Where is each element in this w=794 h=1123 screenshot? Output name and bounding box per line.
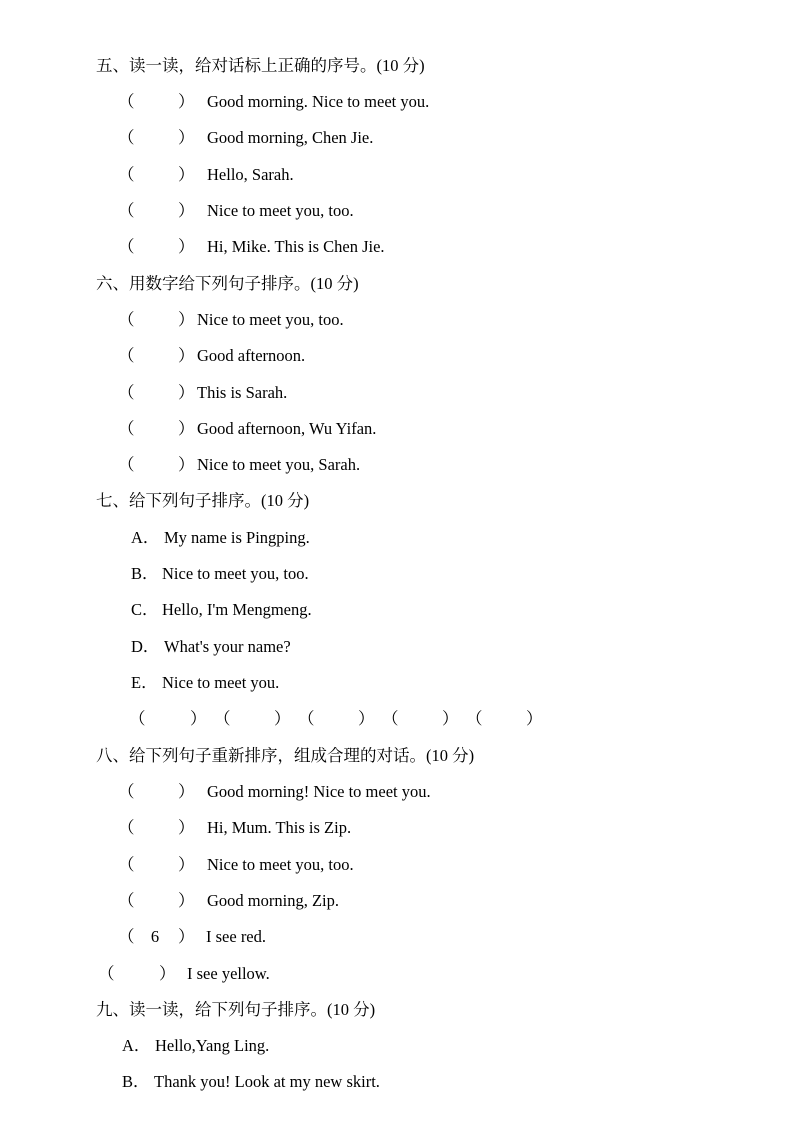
bracket-close: ）: [178, 818, 195, 837]
answer-blank-2-close: ）: [274, 709, 291, 728]
section-5-heading: 五、读一读，给对话标上正确的序号。(10 分): [96, 56, 425, 75]
bracket-open: （: [118, 782, 135, 801]
option-letter: B．: [122, 1072, 150, 1091]
bracket-close: ）: [178, 855, 195, 874]
bracket-close: ）: [178, 383, 195, 402]
option-letter: E．: [131, 673, 158, 692]
filled-answer: 6: [150, 927, 160, 946]
option-letter: A．: [131, 528, 160, 547]
bracket-open: （: [118, 346, 135, 365]
sentence-text: Good afternoon, Wu Yifan.: [197, 419, 377, 438]
sentence-text: I see red.: [206, 927, 267, 946]
sentence-text: Nice to meet you.: [162, 673, 280, 692]
sentence-text: Hello, Sarah.: [207, 165, 294, 184]
answer-blank-4-open: （: [382, 709, 399, 728]
bracket-close: ）: [178, 346, 195, 365]
section-7-heading: 七、给下列句子排序。(10 分): [96, 491, 310, 510]
answer-blank-4-close: ）: [442, 709, 459, 728]
answer-blank-3-close: ）: [358, 709, 375, 728]
bracket-close: ）: [178, 92, 195, 111]
answer-blank-1-close: ）: [190, 709, 207, 728]
bracket-close: ）: [178, 782, 195, 801]
sentence-text: This is Sarah.: [197, 383, 288, 402]
sentence-text: Good morning! Nice to meet you.: [207, 782, 431, 801]
option-letter: A．: [122, 1036, 151, 1055]
bracket-close: ）: [178, 419, 195, 438]
sentence-text: Good morning. Nice to meet you.: [207, 92, 430, 111]
section-9-heading: 九、读一读，给下列句子排序。(10 分): [96, 1000, 376, 1019]
answer-blank-1-open: （: [129, 709, 146, 728]
bracket-close: ）: [178, 237, 195, 256]
bracket-open: （: [118, 855, 135, 874]
section-6-heading: 六、用数字给下列句子排序。(10 分): [96, 274, 359, 293]
bracket-open: （: [118, 927, 135, 946]
bracket-close: ）: [178, 455, 195, 474]
option-letter: C．: [131, 600, 159, 619]
bracket-open: （: [118, 818, 135, 837]
sentence-text: Nice to meet you, too.: [162, 564, 309, 583]
bracket-close: ）: [178, 891, 195, 910]
answer-blank-2-open: （: [214, 709, 231, 728]
sentence-text: Hi, Mike. This is Chen Jie.: [207, 237, 385, 256]
bracket-close: ）: [159, 964, 176, 983]
sentence-text: Thank you! Look at my new skirt.: [154, 1072, 380, 1091]
answer-blank-5-open: （: [466, 709, 483, 728]
bracket-close: ）: [178, 128, 195, 147]
option-letter: B．: [131, 564, 159, 583]
sentence-text: My name is Pingping.: [164, 528, 310, 547]
bracket-open: （: [118, 383, 135, 402]
bracket-open: （: [118, 310, 135, 329]
bracket-open: （: [98, 964, 115, 983]
sentence-text: Nice to meet you, too.: [207, 201, 354, 220]
sentence-text: Good afternoon.: [197, 346, 306, 365]
sentence-text: Nice to meet you, too.: [197, 310, 344, 329]
answer-blank-3-open: （: [298, 709, 315, 728]
sentence-text: Hello,Yang Ling.: [155, 1036, 270, 1055]
bracket-close: ）: [178, 201, 195, 220]
bracket-open: （: [118, 419, 135, 438]
bracket-open: （: [118, 891, 135, 910]
bracket-open: （: [118, 455, 135, 474]
sentence-text: Good morning, Zip.: [207, 891, 339, 910]
sentence-text: Hello, I'm Mengmeng.: [162, 600, 312, 619]
bracket-open: （: [118, 237, 135, 256]
sentence-text: Good morning, Chen Jie.: [207, 128, 374, 147]
bracket-open: （: [118, 165, 135, 184]
sentence-text: What's your name?: [164, 637, 291, 656]
bracket-open: （: [118, 92, 135, 111]
sentence-text: Nice to meet you, too.: [207, 855, 354, 874]
bracket-close: ）: [178, 165, 195, 184]
sentence-text: I see yellow.: [187, 964, 270, 983]
bracket-close: ）: [178, 310, 195, 329]
answer-blank-5-close: ）: [526, 709, 543, 728]
sentence-text: Hi, Mum. This is Zip.: [207, 818, 352, 837]
sentence-text: Nice to meet you, Sarah.: [197, 455, 361, 474]
section-8-heading: 八、给下列句子重新排序，组成合理的对话。(10 分): [96, 746, 475, 765]
bracket-close: ）: [178, 927, 195, 946]
option-letter: D．: [131, 637, 160, 656]
bracket-open: （: [118, 201, 135, 220]
bracket-open: （: [118, 128, 135, 147]
